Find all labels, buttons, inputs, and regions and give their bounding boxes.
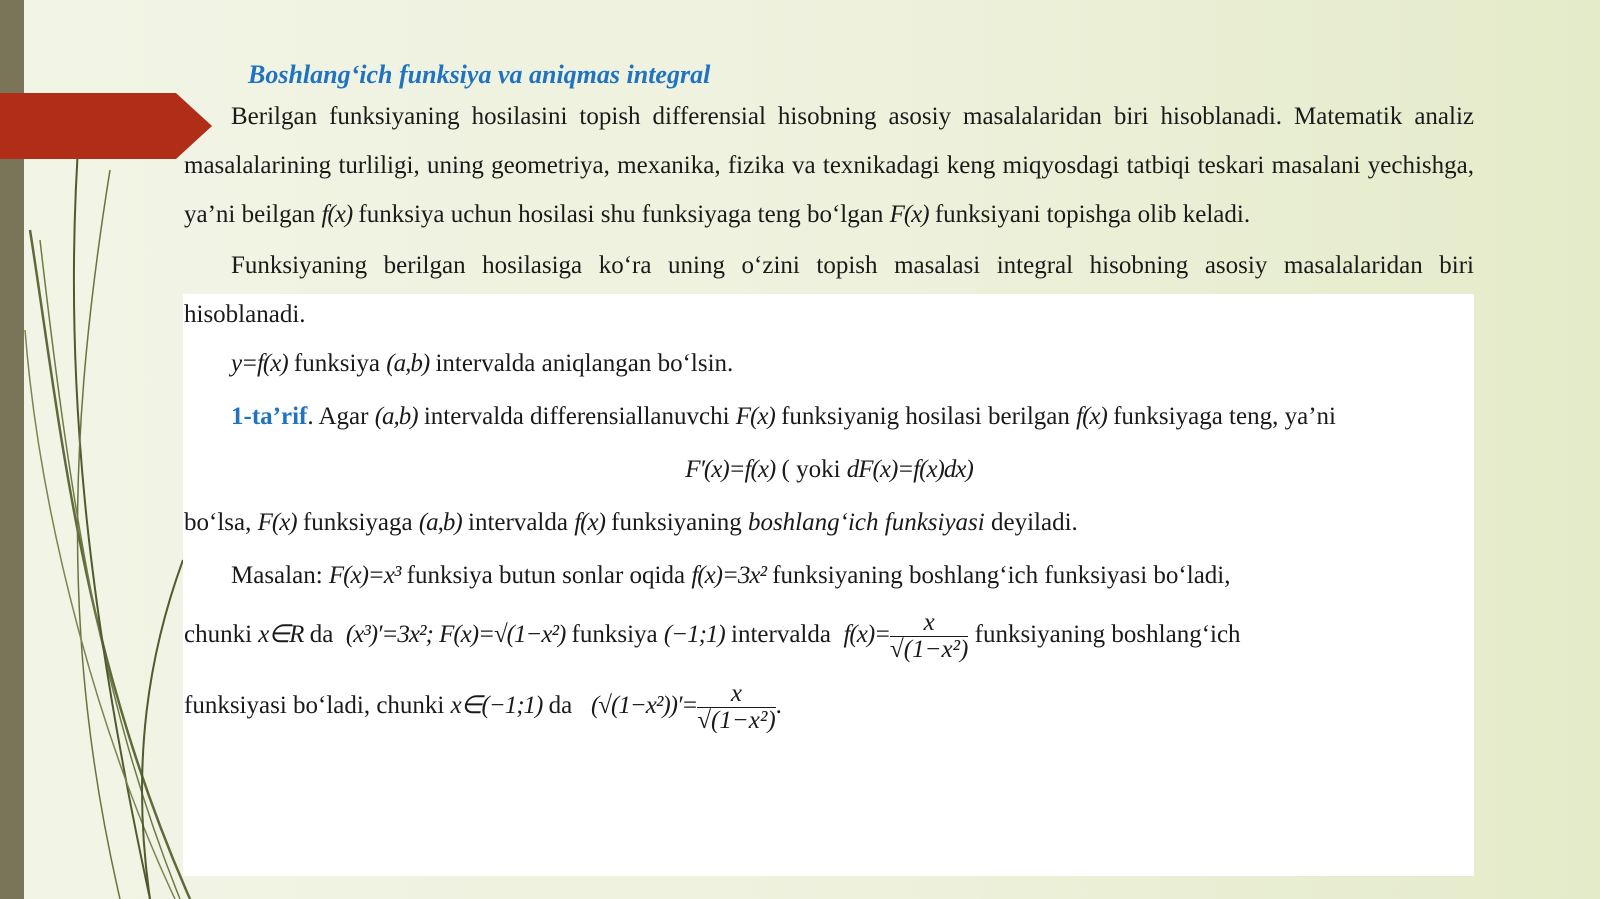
paragraph-2: Funksiyaning berilgan hosilasiga ko‘ra uning o‘zini topish masalasi integral hisobning asosiy masalalaridan biri hisoblanadi. (184, 252, 1474, 328)
paragraph-1: Berilgan funksiyaning hosilasini topish differensial hisobning asosiy masalalaridan biri hisoblanadi. Matematik analiz masalalarining turliligi, uning geometriya, mexanika, fizika va texnikadagi keng miqyosdagi tatbiqi teskari masalani yechishga, ya’ni beilgan f(x) funksiya uchun hosilasi shu funksiyaga teng bo‘lgan F(x) funksiyani topishga olib keladi. (184, 103, 1474, 228)
red-arrow-banner (0, 93, 212, 159)
document-body (184, 92, 1474, 734)
paragraph-5: bo‘lsa, F(x) funksiyaga (a,b) intervalda f(x) funksiyaning boshlang‘ich funksiyasi deyiladi. (184, 509, 1078, 536)
section-title: Boshlang‘ich funksiya va aniqmas integral (248, 60, 711, 89)
paragraph-3: y=f(x) funksiya (a,b) intervalda aniqlangan bo‘lsin. (231, 350, 734, 377)
definition-label: 1-ta’rif (231, 403, 308, 430)
example-line-2: chunki x∈R da (x³)′=3x²; F(x)=√(1−x²) funksiya (−1;1) intervalda f(x)= $\frac{x}{\text{√(1−x²)}}$ funksiyaning boshlang‘ich (184, 609, 1241, 663)
fraction: $\frac{x}{\text{√(1−x²)}}$ (697, 680, 776, 734)
example-line-3: funksiyasi bo‘ladi, chunki x∈(−1;1) da (√(1−x²))′= $\frac{x}{\text{√(1−x²)}}$ . (184, 680, 782, 734)
formula-derivative: F′(x)=f(x) ( yoki dF(x)=f(x)dx) (685, 456, 973, 483)
example-paragraph: Masalan: F(x)=x³ funksiya butun sonlar oqida f(x)=3x² funksiyaning boshlang‘ich funksiyasi bo‘ladi, (231, 562, 1231, 589)
definition-paragraph: 1-ta’rif. Agar (a,b) intervalda differensiallanuvchi F(x) funksiyanig hosilasi berilgan f(x) funksiyaga teng, ya’ni (231, 403, 1336, 430)
fraction: $\frac{x}{\text{√(1−x²)}}$ (890, 609, 969, 663)
